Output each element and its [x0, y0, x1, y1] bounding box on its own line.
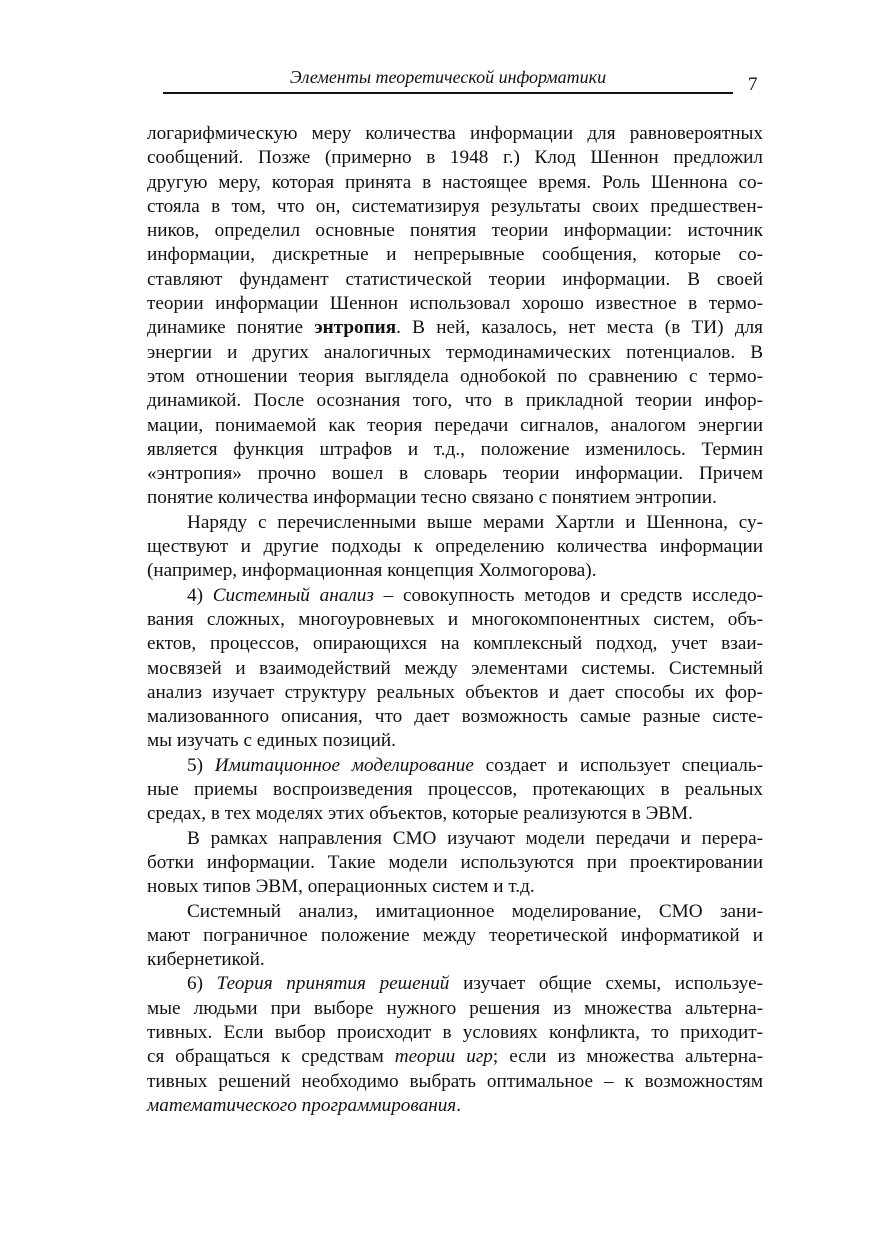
text-line — [147, 438, 763, 462]
text-run: ся обращаться к средствам — [147, 1046, 395, 1068]
text-run: кибернетикой. — [147, 949, 265, 971]
text-line — [147, 365, 763, 389]
paragraph — [147, 122, 763, 511]
text-run: «энтропия» прочно вошел в словарь теории информации. Причем — [147, 463, 763, 485]
text-run: 6) — [187, 973, 217, 995]
paragraph — [147, 827, 763, 900]
text-line — [147, 1094, 763, 1118]
text-run: динамике понятие — [147, 317, 315, 339]
text-run: динамикой. После осознания того, что в прикладной теории инфор- — [147, 390, 763, 412]
text-line — [147, 219, 763, 243]
body-text — [147, 122, 763, 1118]
text-line — [147, 584, 763, 608]
text-line — [147, 511, 763, 535]
text-run: стояла в том, что он, систематизируя результаты своих предшествен- — [147, 195, 763, 217]
text-line — [147, 924, 763, 948]
text-line — [147, 535, 763, 559]
paragraph — [147, 584, 763, 754]
italic-term: Теория принятия решений — [216, 973, 450, 995]
text-line — [147, 389, 763, 413]
text-line — [147, 632, 763, 656]
text-run: создает и использует специаль- — [473, 754, 763, 776]
text-line — [147, 875, 763, 899]
text-line — [147, 754, 763, 778]
text-run: – совокупность методов и средств исследо- — [373, 584, 764, 606]
running-header: Элементы теоретической информатики — [289, 67, 607, 87]
text-run: анализ изучает структуру реальных объектов и дает способы их фор- — [147, 681, 763, 703]
text-run: другую меру, которая принята в настоящее время. Роль Шеннона со- — [147, 171, 763, 193]
header-rule — [163, 92, 733, 94]
text-line — [147, 462, 763, 486]
text-run: ботки информации. Такие модели используются при проектировании — [147, 851, 763, 873]
paragraph — [147, 511, 763, 584]
text-run: ные приемы воспроизведения процессов, протекающих в реальных — [147, 779, 763, 801]
text-run: 5) — [187, 754, 215, 776]
text-run: мы изучать с единых позиций. — [147, 730, 396, 752]
text-line — [147, 1045, 763, 1069]
text-line — [147, 608, 763, 632]
italic-term: теории игр — [394, 1046, 493, 1068]
text-run: новых типов ЭВМ, операционных систем и т.д. — [147, 876, 535, 898]
text-run: изучает общие схемы, используе- — [449, 973, 764, 995]
text-run: тивных. Если выбор происходит в условиях конфликта, то приходит- — [147, 1021, 763, 1043]
text-run: Системный анализ, имитационное моделирование, СМО зани- — [187, 900, 763, 922]
text-line — [147, 997, 763, 1021]
text-run: тивных решений необходимо выбрать оптимальное – к возможностям — [147, 1070, 763, 1092]
paragraph — [147, 972, 763, 1118]
text-run: информации, дискретные и непрерывные сообщения, которые со- — [147, 244, 763, 266]
text-line — [147, 705, 763, 729]
text-run: ществуют и другие подходы к определению количества информации — [147, 536, 763, 558]
text-line — [147, 778, 763, 802]
text-line — [147, 972, 763, 996]
text-run: понятие количества информации тесно связано с понятием энтропии. — [147, 487, 717, 509]
text-run: средах, в тех моделях этих объектов, которые реализуются в ЭВМ. — [147, 803, 693, 825]
text-line — [147, 1021, 763, 1045]
text-line — [147, 657, 763, 681]
text-run: вания сложных, многоуровневых и многокомпонентных систем, объ- — [147, 608, 763, 630]
page-number: 7 — [748, 74, 758, 95]
text-line — [147, 802, 763, 826]
text-line — [147, 316, 763, 340]
text-run: мают пограничное положение между теоретической информатикой и — [147, 924, 763, 946]
bold-term: энтропия — [314, 317, 397, 339]
text-run: В рамках направления СМО изучают модели передачи и перера- — [187, 827, 763, 849]
text-run: мые людьми при выборе нужного решения из множества альтерна- — [147, 997, 763, 1019]
text-line — [147, 486, 763, 510]
text-line — [147, 243, 763, 267]
text-line — [147, 122, 763, 146]
italic-term: математического программирования — [147, 1094, 457, 1116]
text-run: теории информации Шеннон использовал хорошо известное в термо- — [147, 293, 763, 315]
text-run: является функция штрафов и т.д., положение изменилось. Термин — [147, 438, 763, 460]
text-run: мосвязей и взаимодействий между элементами системы. Системный — [147, 657, 763, 679]
text-run: . В ней, казалось, нет места (в ТИ) для — [396, 317, 763, 339]
text-line — [147, 414, 763, 438]
text-line — [147, 292, 763, 316]
text-run: логарифмическую меру количества информации для равновероятных — [147, 123, 763, 144]
text-line — [147, 900, 763, 924]
text-run: этом отношении теория выглядела однобокой по сравнению с термо- — [147, 365, 763, 387]
text-run: энергии и других аналогичных термодинамических потенциалов. В — [147, 341, 763, 363]
paragraph — [147, 754, 763, 827]
text-line — [147, 681, 763, 705]
text-run: . — [456, 1094, 462, 1116]
italic-term: Имитационное моделирование — [214, 754, 474, 776]
text-line — [147, 195, 763, 219]
text-run: мализованного описания, что дает возможность самые разные систе- — [147, 706, 763, 728]
text-run: сообщений. Позже (примерно в 1948 г.) Клод Шеннон предложил — [147, 147, 763, 169]
text-line — [147, 1070, 763, 1094]
text-line — [147, 729, 763, 753]
text-run: ников, определил основные понятия теории информации: источник — [147, 220, 763, 242]
italic-term: Системный анализ — [212, 584, 374, 606]
text-run: ставляют фундамент статистической теории информации. В своей — [147, 268, 763, 290]
text-line — [147, 827, 763, 851]
text-line — [147, 948, 763, 972]
paragraph — [147, 900, 763, 973]
text-run: Наряду с перечисленными выше мерами Хартли и Шеннона, су- — [187, 511, 763, 533]
text-line — [147, 146, 763, 170]
text-run: ектов, процессов, опирающихся на комплексный подход, учет взаи- — [147, 633, 763, 655]
text-run: 4) — [187, 584, 213, 606]
text-run: мации, понимаемой как теория передачи сигналов, аналогом энергии — [147, 414, 763, 436]
text-line — [147, 851, 763, 875]
text-line — [147, 559, 763, 583]
text-run: (например, информационная концепция Холмогорова). — [147, 560, 597, 582]
text-line — [147, 171, 763, 195]
text-line — [147, 268, 763, 292]
text-run: ; если из множества альтерна- — [492, 1046, 763, 1068]
text-line — [147, 341, 763, 365]
